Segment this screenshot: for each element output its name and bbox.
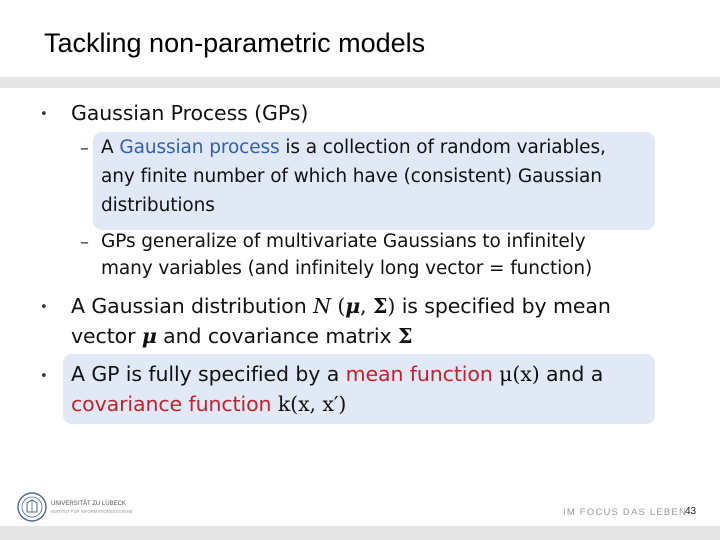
bullet-marker: • — [40, 369, 48, 384]
bullet-gaussian-distribution-line1 — [71, 294, 611, 318]
highlight-term-covariance-function: covariance function — [71, 392, 272, 416]
highlight-term-gaussian-process: Gaussian process — [119, 137, 280, 158]
bullet-marker: • — [40, 107, 48, 122]
sub-bullet-gp-generalize-line2: many variables (and infinitely long vector = function) — [101, 258, 593, 279]
university-logo — [15, 490, 175, 524]
math-N: N — [313, 294, 331, 318]
math-paren-close: ) — [387, 294, 396, 318]
footer-band — [0, 526, 720, 540]
bullet-gaussian-distribution-line2 — [71, 324, 412, 348]
logo-wordmark: UNIVERSITÄT ZU LÜBECK — [51, 501, 126, 507]
sub-bullet-gp-generalize-line1: GPs generalize of multivariate Gaussians to infinitely — [101, 231, 586, 252]
sub-bullet-gp-definition-line1 — [101, 137, 606, 158]
page-number: 43 — [685, 506, 697, 517]
university-seal-icon — [15, 490, 175, 524]
bullet-gaussian-process: Gaussian Process (GPs) — [71, 101, 309, 125]
slide-title: Tackling non-parametric models — [44, 28, 426, 58]
text-segment: and a — [539, 362, 604, 386]
math-sigma: Σ — [372, 294, 388, 318]
highlight-term-mean-function: mean function — [345, 362, 493, 386]
math-mu: μ — [141, 324, 157, 348]
bullet-marker: • — [40, 300, 48, 315]
math-paren-open: ( — [330, 294, 346, 318]
sub-bullet-marker: – — [80, 232, 89, 253]
text-segment: A — [101, 137, 120, 158]
math-sigma: Σ — [397, 324, 413, 348]
text-segment: A GP is fully specified by a — [71, 362, 346, 386]
text-segment: A Gaussian distribution — [71, 294, 314, 318]
text-segment: is specified by mean — [395, 294, 611, 318]
footer-motto: IM FOCUS DAS LEBEN — [563, 507, 688, 518]
text-segment: is a collection of random variables, — [279, 137, 606, 158]
bullet-gp-specified-line2 — [71, 392, 346, 416]
math-covariance-function: k(x, x′) — [271, 392, 347, 416]
sub-bullet-gp-definition-line3: distributions — [101, 195, 215, 216]
sub-bullet-gp-definition-line2: any finite number of which have (consistent) Gaussian — [101, 166, 602, 187]
sub-bullet-marker: – — [80, 138, 89, 159]
logo-institute: INSTITUT FÜR INFORMATIONSSYSTEME — [51, 509, 133, 514]
math-comma: , — [360, 294, 373, 318]
bullet-gp-specified-line1 — [71, 362, 603, 386]
math-mean-function: μ(x) — [492, 362, 540, 386]
math-mu: μ — [345, 294, 361, 318]
text-segment: vector — [71, 324, 142, 348]
text-segment: and covariance matrix — [156, 324, 398, 348]
